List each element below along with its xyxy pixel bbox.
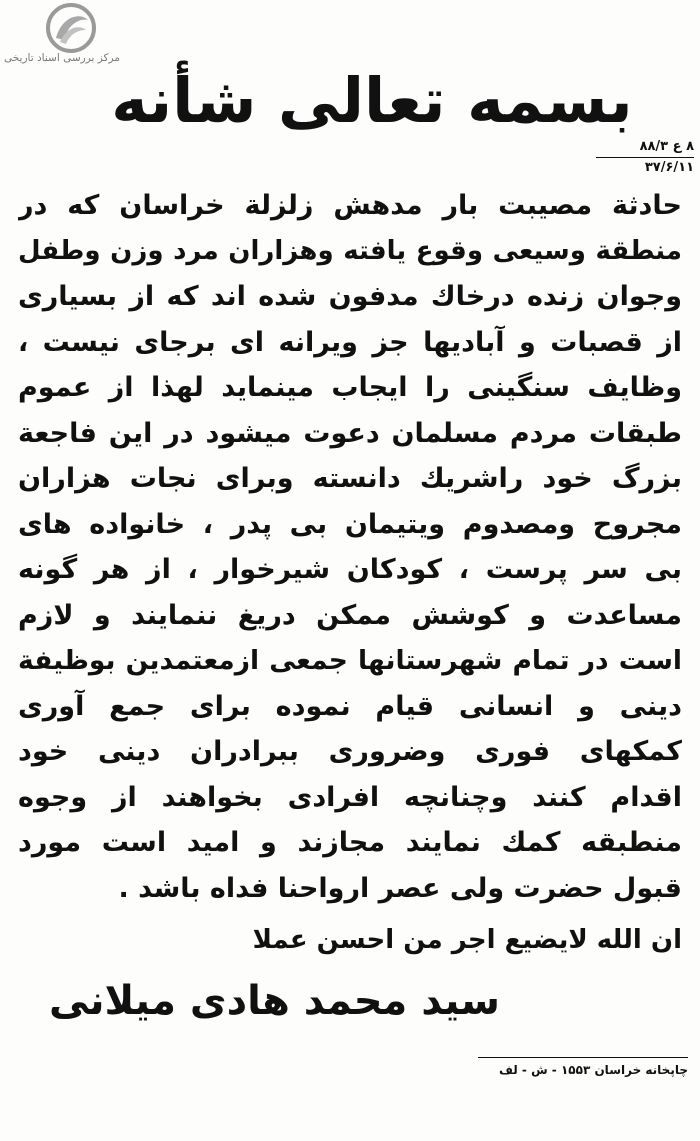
body-line: طبقات مردم مسلمان دعوت میشود در این فاجعة xyxy=(18,417,682,449)
body-line: کمکهای فوری وضروری ببرادران دینی خود xyxy=(18,736,682,767)
body-line: قبول حضرت ولی عصر ارواحنا فداه باشد . xyxy=(118,872,682,904)
printer-rule xyxy=(478,1057,688,1058)
body-line: مساعدت و کوشش ممکن دریغ ننمایند و لازم xyxy=(18,599,682,631)
body-line: مجروح ومصدوم ویتیمان بی پدر ، خانواده های xyxy=(18,508,682,540)
body-line: بی سر پرست ، کودکان شیرخوار ، از هر گونه xyxy=(18,554,682,585)
body-line: وظایف سنگینی را ایجاب مینماید لهذا از عموم xyxy=(18,372,682,403)
body-line: اقدام کنند وچنانچه افرادی بخواهند از وجوه xyxy=(18,781,682,813)
body-line: وجوان زنده درخاك مدفون شده اند که از بسیاری xyxy=(18,281,682,312)
printer-note: چاپخانه خراسان ۱۵۵۳ - ش - لف xyxy=(498,1063,688,1077)
reference-block xyxy=(596,138,694,180)
body-line: دینی و انسانی قیام نموده برای جمع آوری xyxy=(18,690,682,722)
body-text xyxy=(18,183,682,911)
body-line: حادثة مصیبت بار مدهش زلزلة خراسان که در xyxy=(18,190,682,221)
signature: سید محمد هادی میلانی xyxy=(49,978,500,1024)
body-line: از قصبات و آبادیها جز ویرانه ای برجای نیست ، xyxy=(18,326,682,358)
reference-number: ۸ ع ۸۸/۳ xyxy=(596,138,694,158)
document-heading: بسمه تعالی شأنه xyxy=(111,64,633,137)
archive-center-caption: مرکز بررسی اسناد تاریخی xyxy=(4,52,120,64)
closing-verse: ان الله لایضیع اجر من احسن عملا xyxy=(252,925,682,955)
body-line: است در تمام شهرستانها جمعی ازمعتمدین بوظیفة xyxy=(18,645,682,676)
body-line: بزرگ خود راشریك دانسته وبرای نجات هزاران xyxy=(18,463,682,494)
reference-date: ۳۷/۶/۱۱ xyxy=(644,160,694,175)
body-line: منطبقه کمك نمایند مجازند و امید است مورد xyxy=(18,827,682,858)
archive-center-logo-icon xyxy=(36,2,106,54)
body-line: منطقة وسیعی وقوع یافته وهزاران مرد وزن وطفل xyxy=(18,235,682,266)
